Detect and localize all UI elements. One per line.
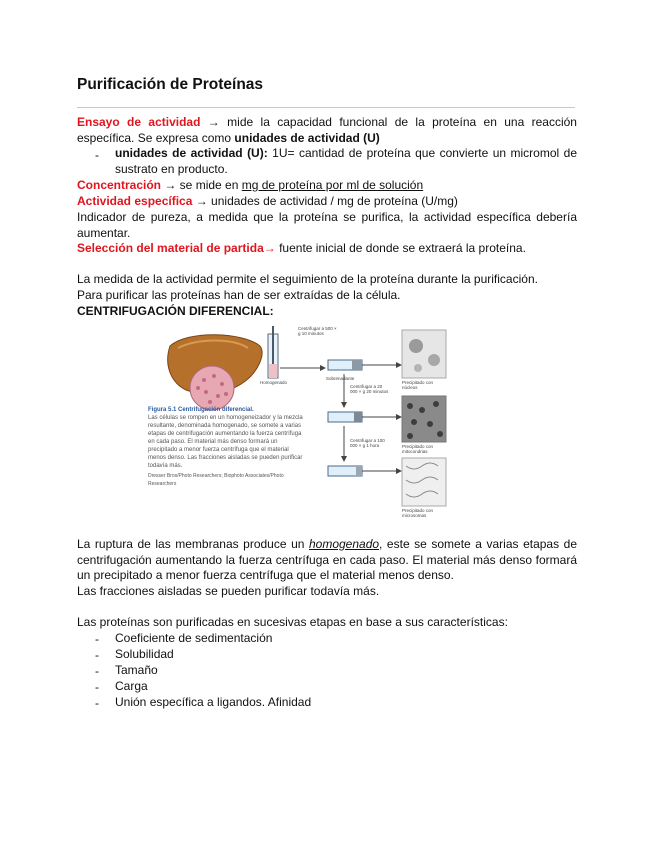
term-concentration: Concentración bbox=[77, 178, 162, 192]
label-homogenate: Homogenado bbox=[260, 380, 288, 385]
text-homogenate-a: La ruptura de las membranas produce un bbox=[77, 537, 309, 551]
paragraph-activity-tracking: La medida de la actividad permite el seguimiento de la proteína durante la purificación. bbox=[77, 272, 538, 286]
text-homogenate-b: , este se somete a varias etapas de centrifugación aumentando la fuerza centrífuga en cada paso. El material más denso formará un precipitado a menor fuerza centrífuga que el material menos denso. bbox=[77, 537, 577, 583]
figure-caption-source: Dresser Bros/Photo Researchers; Biophoto Associates/Photo Researchers bbox=[148, 473, 284, 487]
paragraph-activity-assay bbox=[77, 115, 577, 146]
figure-caption-body: Las células se rompen en un homogeneizador y la mezcla resultante, denominada homogenado, se somete a varias etapas de centrifugación aumentando la fuerza centrífuga en cada paso. El material más denso formará un precipitado a menor fuerza centrífuga que el material menos denso. Las fracciones aisladas se pueden purificar todavía más. bbox=[148, 415, 303, 469]
paragraph-homogenate bbox=[77, 537, 577, 584]
label-pellet-microsomes: Precipitado con microsomas bbox=[402, 508, 434, 518]
list-dash: - bbox=[95, 680, 99, 694]
centrifugation-figure bbox=[148, 324, 448, 520]
paragraph-fractions: Las fracciones aisladas se pueden purificar todavía más. bbox=[77, 584, 380, 598]
label-pellet-mitochondria: Precipitado con mitocondrias bbox=[402, 444, 434, 454]
label-pellet-nuclei: Precipitado con núcleos bbox=[402, 380, 434, 390]
text-unit-definition: 1U= cantidad de proteína que convierte un micromol de sustrato en producto. bbox=[115, 146, 577, 176]
term-starting-material: Selección del material de partida→ bbox=[77, 241, 276, 255]
list-dash: - bbox=[95, 696, 99, 710]
text-activity-assay: → mide la capacidad funcional de la proteína en una reacción específica. Se expresa como bbox=[77, 115, 577, 145]
paragraph-specific-activity bbox=[77, 194, 577, 210]
figure-caption-title: Figura 5.1 Centrifugación diferencial. bbox=[148, 407, 254, 413]
paragraph-purity-indicator: Indicador de pureza, a medida que la proteína se purifica, la actividad específica debería aumentar. bbox=[77, 210, 577, 240]
label-centrifuge-2: Centrifugar a 20 000 × g 20 minutos bbox=[350, 384, 389, 394]
list-item: Coeficiente de sedimentación bbox=[115, 631, 273, 645]
term-unit-definition: unidades de actividad (U): bbox=[115, 146, 268, 160]
list-item: Unión específica a ligandos. Afinidad bbox=[115, 695, 312, 709]
text-specific-activity: → unidades de actividad / mg de proteína (U/mg) bbox=[192, 194, 458, 208]
text-concentration: → se mide en bbox=[161, 178, 242, 192]
list-item: Solubilidad bbox=[115, 647, 174, 661]
paragraph-starting-material bbox=[77, 241, 577, 257]
text-starting-material: fuente inicial de donde se extraerá la proteína. bbox=[275, 241, 526, 255]
figure-caption bbox=[148, 406, 308, 488]
paragraph-extraction: Para purificar las proteínas han de ser extraídas de la célula. bbox=[77, 288, 401, 302]
page-title: Purificación de Proteínas bbox=[77, 76, 264, 93]
label-supernatant: Sobrenadante bbox=[326, 376, 355, 381]
term-specific-activity: Actividad específica bbox=[77, 194, 193, 208]
bullet-activity-units bbox=[115, 146, 577, 177]
term-homogenate: homogenado bbox=[308, 537, 380, 551]
paragraph-purification-steps: Las proteínas son purificadas en sucesivas etapas en base a sus características: bbox=[77, 615, 508, 629]
list-dash: - bbox=[95, 632, 99, 646]
label-centrifuge-3: Centrifugar a 100 000 × g 1 hora bbox=[350, 438, 385, 448]
list-dash: - bbox=[95, 664, 99, 678]
list-item: Carga bbox=[115, 679, 148, 693]
paragraph-concentration bbox=[77, 178, 577, 194]
heading-differential-centrifugation: CENTRIFUGACIÓN DIFERENCIAL: bbox=[77, 304, 274, 318]
label-centrifuge-1: Centrifugar a 500 × g 10 minutos bbox=[298, 326, 337, 336]
list-dash: - bbox=[95, 648, 99, 662]
term-activity-units: unidades de actividad (U) bbox=[234, 130, 380, 145]
term-activity-assay: Ensayo de actividad bbox=[77, 115, 201, 129]
bullet-dash: - bbox=[95, 148, 99, 162]
list-item: Tamaño bbox=[115, 663, 158, 677]
title-divider bbox=[77, 107, 575, 108]
concentration-units: mg de proteína por ml de solución bbox=[241, 178, 424, 192]
